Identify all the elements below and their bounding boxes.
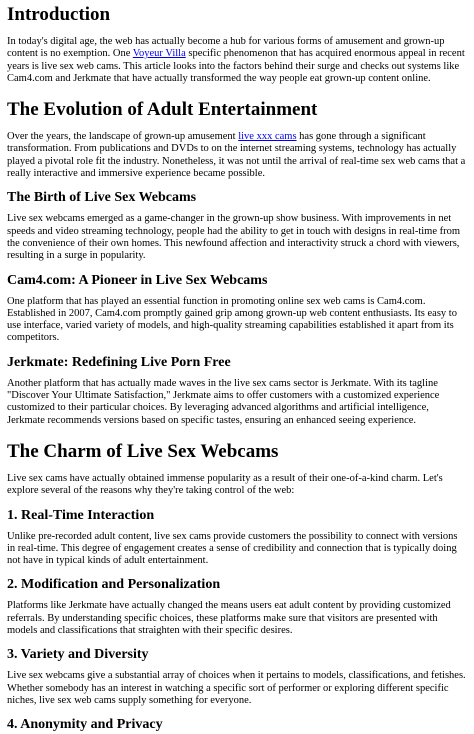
link-voyeur-villa[interactable]: Voyeur Villa	[132, 48, 186, 60]
heading-cam4: Cam4.com: A Pioneer in Live Sex Webcams	[7, 272, 268, 288]
heading-birth: The Birth of Live Sex Webcams	[7, 190, 197, 206]
intro-text-before-link: In today's digital age, the web has actually become a hub for various forms of amusement and grown-up content is no exemption. One	[7, 36, 445, 60]
link-live-xxx-cams[interactable]: live xxx cams	[238, 131, 297, 143]
paragraph-modification: Platforms like Jerkmate have actually changed the means users eat adult content by providing customized referrals. By understanding specific choices, these platforms make sure that visitors are presented with models and classifications that straighten with their specific desires.	[7, 600, 451, 637]
heading-variety: 3. Variety and Diversity	[7, 647, 149, 663]
evolution-text-after-link: has gone through a significant transformation. From publications and DVDs to on the internet streaming systems, technology has actually played a pivotal role fit the industry. Nonetheless, it was not until the arrival of real-time sex web cams that a really interactive and immersive experience became possible.	[7, 131, 466, 180]
paragraph-charm: Live sex cams have actually obtained immense popularity as a result of their one-of-a-kind charm. Let's explore several of the reasons why they're taking control of the web:	[7, 472, 443, 497]
heading-anonymity: 4. Anonymity and Privacy	[7, 717, 163, 733]
paragraph-introduction	[7, 36, 466, 85]
evolution-text-before-link: Over the years, the landscape of grown-up amusement	[7, 131, 239, 143]
heading-modification: 2. Modification and Personalization	[7, 577, 221, 593]
paragraph-cam4: One platform that has played an essential function in promoting online sex web cams is Cam4.com. Established in 2007, Cam4.com promptly gained grip among grown-up web content enthusiasts. Its easy to use interface, varied variety of models, and high-quality streaming capabilities established it apart from its competitors.	[7, 295, 457, 344]
heading-jerkmate: Jerkmate: Redefining Live Porn Free	[7, 354, 231, 370]
paragraph-variety: Live sex webcams give a substantial array of choices when it pertains to models, classifications, and fetishes. Whether somebody has an interest in watching a specific sort of performer or exploring different specific niches, live sex web cams supply something for everyone.	[7, 670, 466, 706]
heading-introduction: Introduction	[7, 4, 111, 25]
paragraph-realtime: Unlike pre-recorded adult content, live sex cams provide customers the possibility to connect with versions in real-time. This degree of engagement creates a sense of credibility and connection that is typically doing not have in typical kinds of adult entertainment.	[7, 530, 458, 567]
heading-evolution: The Evolution of Adult Entertainment	[7, 99, 318, 121]
intro-text-after-link: specific phenomenon that has acquired enormous appeal in recent years is live sex web cams. This article looks into the factors behind their surge and checks out systems like Cam4.com and Jerkmate that have actually transformed the way people eat grown-up content online.	[7, 48, 465, 84]
paragraph-evolution	[7, 131, 466, 180]
paragraph-jerkmate: Another platform that has actually made waves in the live sex cams sector is Jerkmate. With its tagline "Discover Your Ultimate Satisfaction," Jerkmate aims to offer customers with a customized experience customized to their particular choices. By leveraging advanced algorithms and artificial intelligence, Jerkmate recommends versions based on specific tastes, ensuring an enhanced seeing experience.	[7, 377, 440, 426]
paragraph-birth: Live sex webcams emerged as a game-changer in the grown-up show business. With improvements in net speeds and video streaming technology, people had the ability to get in touch with designs in real-time from the convenience of their own homes. This newfound affection and interactivity struck a chord with viewers, resulting in a surge in popularity.	[7, 213, 461, 262]
heading-realtime: 1. Real-Time Interaction	[7, 507, 155, 523]
heading-charm: The Charm of Live Sex Webcams	[7, 440, 279, 462]
